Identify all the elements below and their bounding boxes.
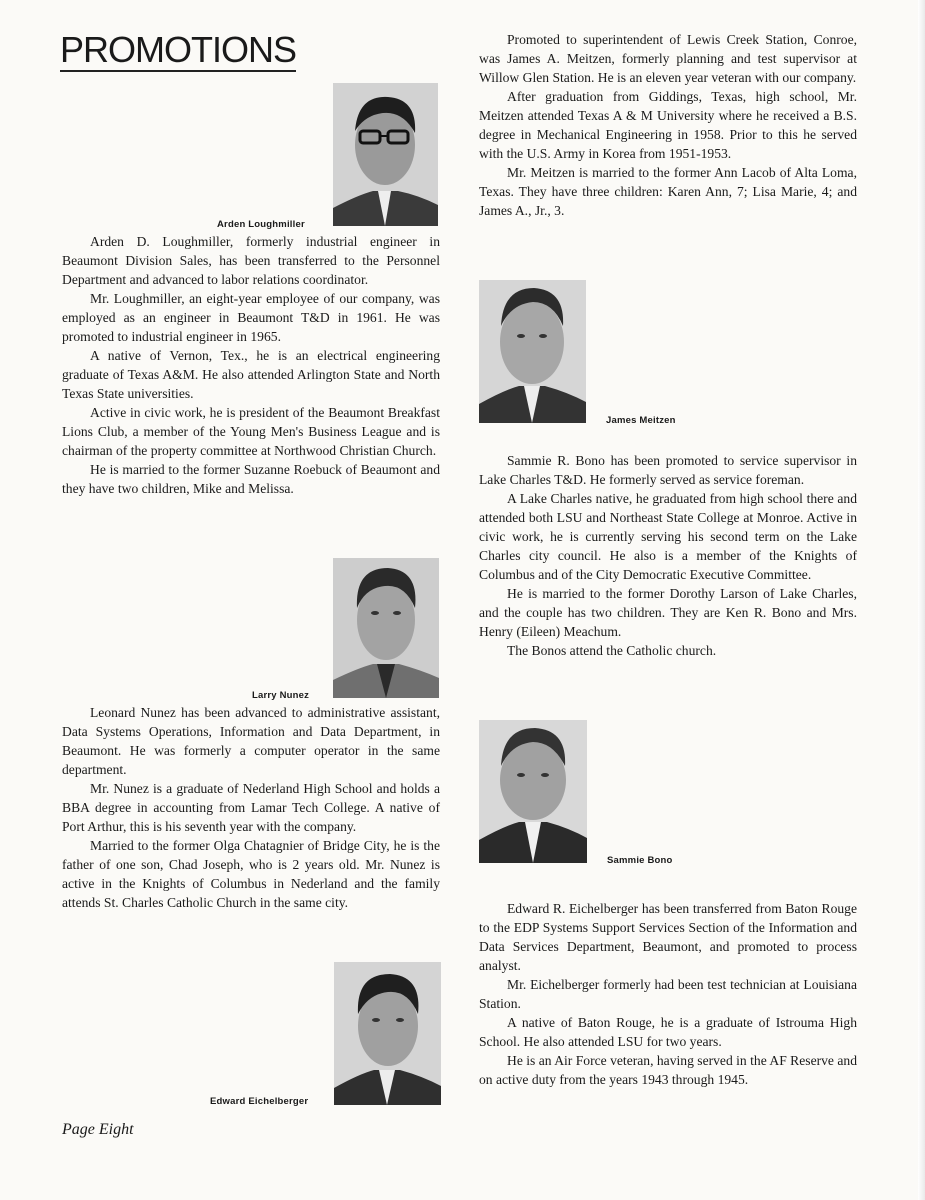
bono-caption: Sammie Bono: [607, 855, 673, 866]
meitzen-photo: [479, 280, 586, 423]
paragraph: Married to the former Olga Chatagnier of Bridge City, he is the father of one son, Chad Joseph, who is 2 years old. Mr. Nunez is active in the Knights of Columbus in Nederland and the family attends St. Charles Catholic Church in the same city.: [62, 838, 440, 910]
paragraph: A Lake Charles native, he graduated from high school there and attended both LSU and Northeast State College at Monroe. Active in civic work, he is currently serving his second term on the Lake Charles city council. He also is a member of the Knights of Columbus and of the City Democratic Executive Committee.: [479, 491, 857, 582]
paragraph: Sammie R. Bono has been promoted to service supervisor in Lake Charles T&D. He formerly served as service foreman.: [479, 453, 857, 487]
nunez-article: [62, 703, 440, 912]
paragraph: Promoted to superintendent of Lewis Creek Station, Conroe, was James A. Meitzen, formerly planning and test supervisor at Willow Glen Station. He is an eleven year veteran with our company.: [479, 32, 857, 85]
loughmiller-photo: [333, 83, 438, 226]
paragraph: Mr. Eichelberger formerly had been test technician at Louisiana Station.: [479, 977, 857, 1011]
nunez-caption: Larry Nunez: [252, 690, 310, 701]
paragraph: Mr. Meitzen is married to the former Ann Lacob of Alta Loma, Texas. They have three children: Karen Ann, 7; Lisa Marie, 4; and James A., Jr., 3.: [479, 165, 857, 218]
paragraph: Mr. Loughmiller, an eight-year employee of our company, was employed as an engineer in Beaumont T&D in 1961. He was promoted to industrial engineer in 1965.: [62, 291, 440, 344]
meitzen-caption: James Meitzen: [606, 415, 676, 426]
page-number: Page Eight: [62, 1121, 134, 1138]
paragraph: He is an Air Force veteran, having served in the AF Reserve and on active duty from the years 1943 through 1945.: [479, 1053, 857, 1087]
bono-article: [479, 451, 857, 660]
paragraph: Leonard Nunez has been advanced to administrative assistant, Data Systems Operations, Information and Data Department, in Beaumont. He was formerly a computer operator in the same department.: [62, 705, 440, 777]
loughmiller-article: [62, 232, 440, 498]
paragraph: The Bonos attend the Catholic church.: [507, 643, 717, 658]
paragraph: A native of Vernon, Tex., he is an electrical engineering graduate of Texas A&M. He also attended Arlington State and North Texas State universities.: [62, 348, 440, 401]
loughmiller-caption: Arden Loughmiller: [217, 219, 305, 230]
page-edge: [918, 0, 925, 1200]
paragraph: He is married to the former Dorothy Larson of Lake Charles, and the couple has two children. They are Ken R. Bono and Mrs. Henry (Eileen) Meachum.: [479, 586, 857, 639]
eichelberger-caption: Edward Eichelberger: [210, 1096, 309, 1107]
paragraph: Mr. Nunez is a graduate of Nederland High School and holds a BBA degree in accounting from Lamar Tech College. A native of Port Arthur, this is his seventh year with the company.: [62, 781, 440, 834]
paragraph: After graduation from Giddings, Texas, high school, Mr. Meitzen attended Texas A & M University where he received a B.S. degree in Mechanical Engineering in 1958. Prior to this he served with the U.S. Army in Korea from 1951-1953.: [479, 89, 857, 161]
paragraph: He is married to the former Suzanne Roebuck of Beaumont and they have two children, Mike and Melissa.: [62, 462, 440, 496]
paragraph: A native of Baton Rouge, he is a graduate of Istrouma High School. He also attended LSU for two years.: [479, 1015, 857, 1049]
paragraph: Edward R. Eichelberger has been transferred from Baton Rouge to the EDP Systems Support Services Section of the Information and Data Services Department, Beaumont, and promoted to process analyst.: [479, 901, 857, 973]
meitzen-article: [479, 30, 857, 220]
bono-photo: [479, 720, 587, 863]
paragraph: Active in civic work, he is president of the Beaumont Breakfast Lions Club, a member of the Young Men's Business League and is chairman of the property committee at Northwood Christian Church.: [62, 405, 440, 458]
eichelberger-article: [479, 899, 857, 1089]
page-title: PROMOTIONS: [60, 29, 297, 70]
nunez-photo: [333, 558, 439, 698]
eichelberger-photo: [334, 962, 441, 1105]
paragraph: Arden D. Loughmiller, formerly industrial engineer in Beaumont Division Sales, has been transferred to the Personnel Department and advanced to labor relations coordinator.: [62, 234, 440, 287]
